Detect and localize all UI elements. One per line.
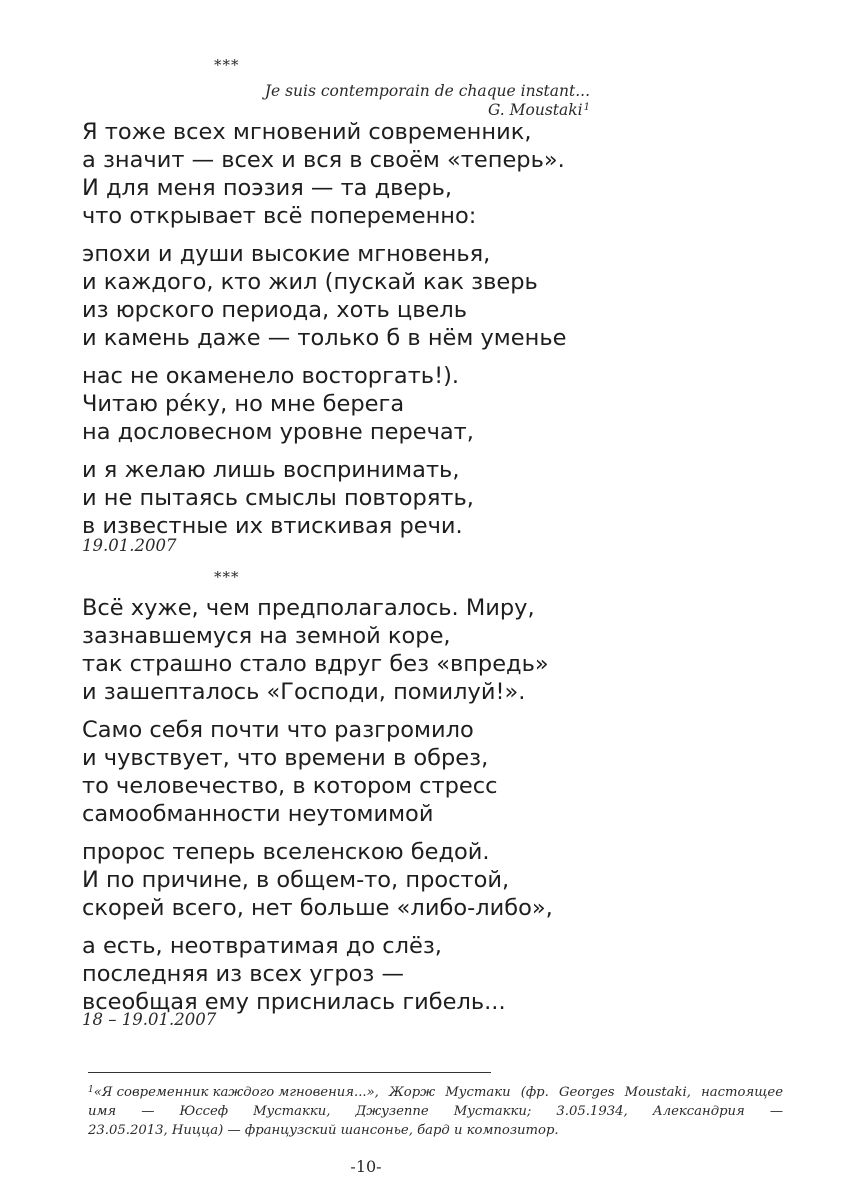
- poem1-epigraph: [150, 82, 590, 120]
- footnote-word: Юссеф: [179, 1104, 229, 1119]
- poem1-date: 19.01.2007: [82, 536, 177, 555]
- poem1-body: [82, 118, 782, 550]
- poem1-asterisks: ***: [214, 56, 240, 74]
- footnote-word: Жорж: [388, 1085, 436, 1100]
- footnote-line-3: 23.05.2013, Ницца) — французский шансонье, бард и композитор.: [88, 1123, 559, 1138]
- poem-line: а значит — всех и вся в своём «теперь».: [82, 147, 565, 173]
- poem-line: самообманности неутомимой: [82, 801, 434, 827]
- poem1-stanza-3: [82, 362, 782, 446]
- footnote-segment: [88, 1083, 379, 1102]
- poem2-stanza-4: [82, 932, 782, 1016]
- footnote-word: —: [141, 1104, 155, 1119]
- poem-line: и зашепталось «Господи, помилуй!».: [82, 679, 526, 705]
- footnote-word: Georges: [558, 1085, 615, 1100]
- poem2-body: [82, 594, 782, 1026]
- poem1-stanza-4: [82, 456, 782, 540]
- footnote-word: Мустакки,: [253, 1104, 331, 1119]
- poem-line: на дословесном уровне перечат,: [82, 419, 474, 445]
- footnote-word: Александрия: [652, 1104, 745, 1119]
- footnote-word: —: [769, 1104, 783, 1119]
- poem-line: всеобщая ему приснилась гибель...: [82, 989, 506, 1015]
- poem-line: в известные их втискивая речи.: [82, 513, 463, 539]
- poem-line: Читаю ре́ку, но мне берега: [82, 391, 405, 417]
- footnote-word: (фр.: [520, 1085, 549, 1100]
- footnote-word: 3.05.1934,: [556, 1104, 628, 1119]
- poem-line: пророс теперь вселенскою бедой.: [82, 839, 490, 865]
- poem-line: скорей всего, нет больше «либо-либо»,: [82, 895, 553, 921]
- poem-line: Всё хуже, чем предполагалось. Миру,: [82, 595, 535, 621]
- poem2-asterisks: ***: [214, 568, 240, 586]
- poem2-stanza-2: [82, 716, 782, 828]
- poem-line: Само себя почти что разгромило: [82, 717, 474, 743]
- poem-line: так страшно стало вдруг без «впредь»: [82, 651, 549, 677]
- poem-line: то человечество, в котором стресс: [82, 773, 498, 799]
- epigraph-footnote-mark: 1: [583, 102, 590, 113]
- poem-line: нас не окаменело восторгать!).: [82, 363, 460, 389]
- poem2-date: 18 – 19.01.2007: [82, 1010, 217, 1029]
- poem-line: Я тоже всех мгновений современник,: [82, 119, 532, 145]
- epigraph-author: G. Moustaki: [487, 101, 583, 119]
- footnote-line-2: [88, 1102, 783, 1121]
- footnote-line-1: [88, 1083, 783, 1102]
- footnote-divider: [88, 1072, 491, 1073]
- poem-line: из юрского периода, хоть цвель: [82, 297, 467, 323]
- footnote-word: настоящее: [701, 1085, 783, 1100]
- poem-line: и каждого, кто жил (пускай как зверь: [82, 269, 538, 295]
- poem-line: и не пытаясь смыслы повторять,: [82, 485, 474, 511]
- footnote-word: имя: [88, 1104, 117, 1119]
- poem-line: эпохи и души высокие мгновенья,: [82, 241, 491, 267]
- footnote-word: Moustaki,: [624, 1085, 691, 1100]
- footnote-word: «Я современник каждого мгновения...»,: [93, 1085, 379, 1100]
- poem2-stanza-1: [82, 594, 782, 706]
- poem2-stanza-3: [82, 838, 782, 922]
- poem-line: а есть, неотвратимая до слёз,: [82, 933, 442, 959]
- poem-line: и я желаю лишь воспринимать,: [82, 457, 460, 483]
- poem-line: и чувствует, что времени в обрез,: [82, 745, 489, 771]
- poem-line: что открывает всё попеременно:: [82, 203, 477, 229]
- epigraph-text: Je suis contemporain de chaque instant...: [264, 82, 590, 100]
- footnote-word: Мустакки;: [453, 1104, 532, 1119]
- poem1-stanza-2: [82, 240, 782, 352]
- poem-line: И по причине, в общем-то, простой,: [82, 867, 510, 893]
- poem-line: зазнавшемуся на земной коре,: [82, 623, 451, 649]
- footnote-word: Джузеппе: [355, 1104, 429, 1119]
- footnote: [88, 1083, 783, 1140]
- page-number: -10-: [350, 1157, 382, 1176]
- poem-line: и камень даже — только б в нём уменье: [82, 325, 567, 351]
- poem-line: И для меня поэзия — та дверь,: [82, 175, 452, 201]
- footnote-word: Мустаки: [445, 1085, 511, 1100]
- poem-line: последняя из всех угроз —: [82, 961, 405, 987]
- poem1-stanza-1: [82, 118, 782, 230]
- footnote-mark: 1: [88, 1085, 94, 1095]
